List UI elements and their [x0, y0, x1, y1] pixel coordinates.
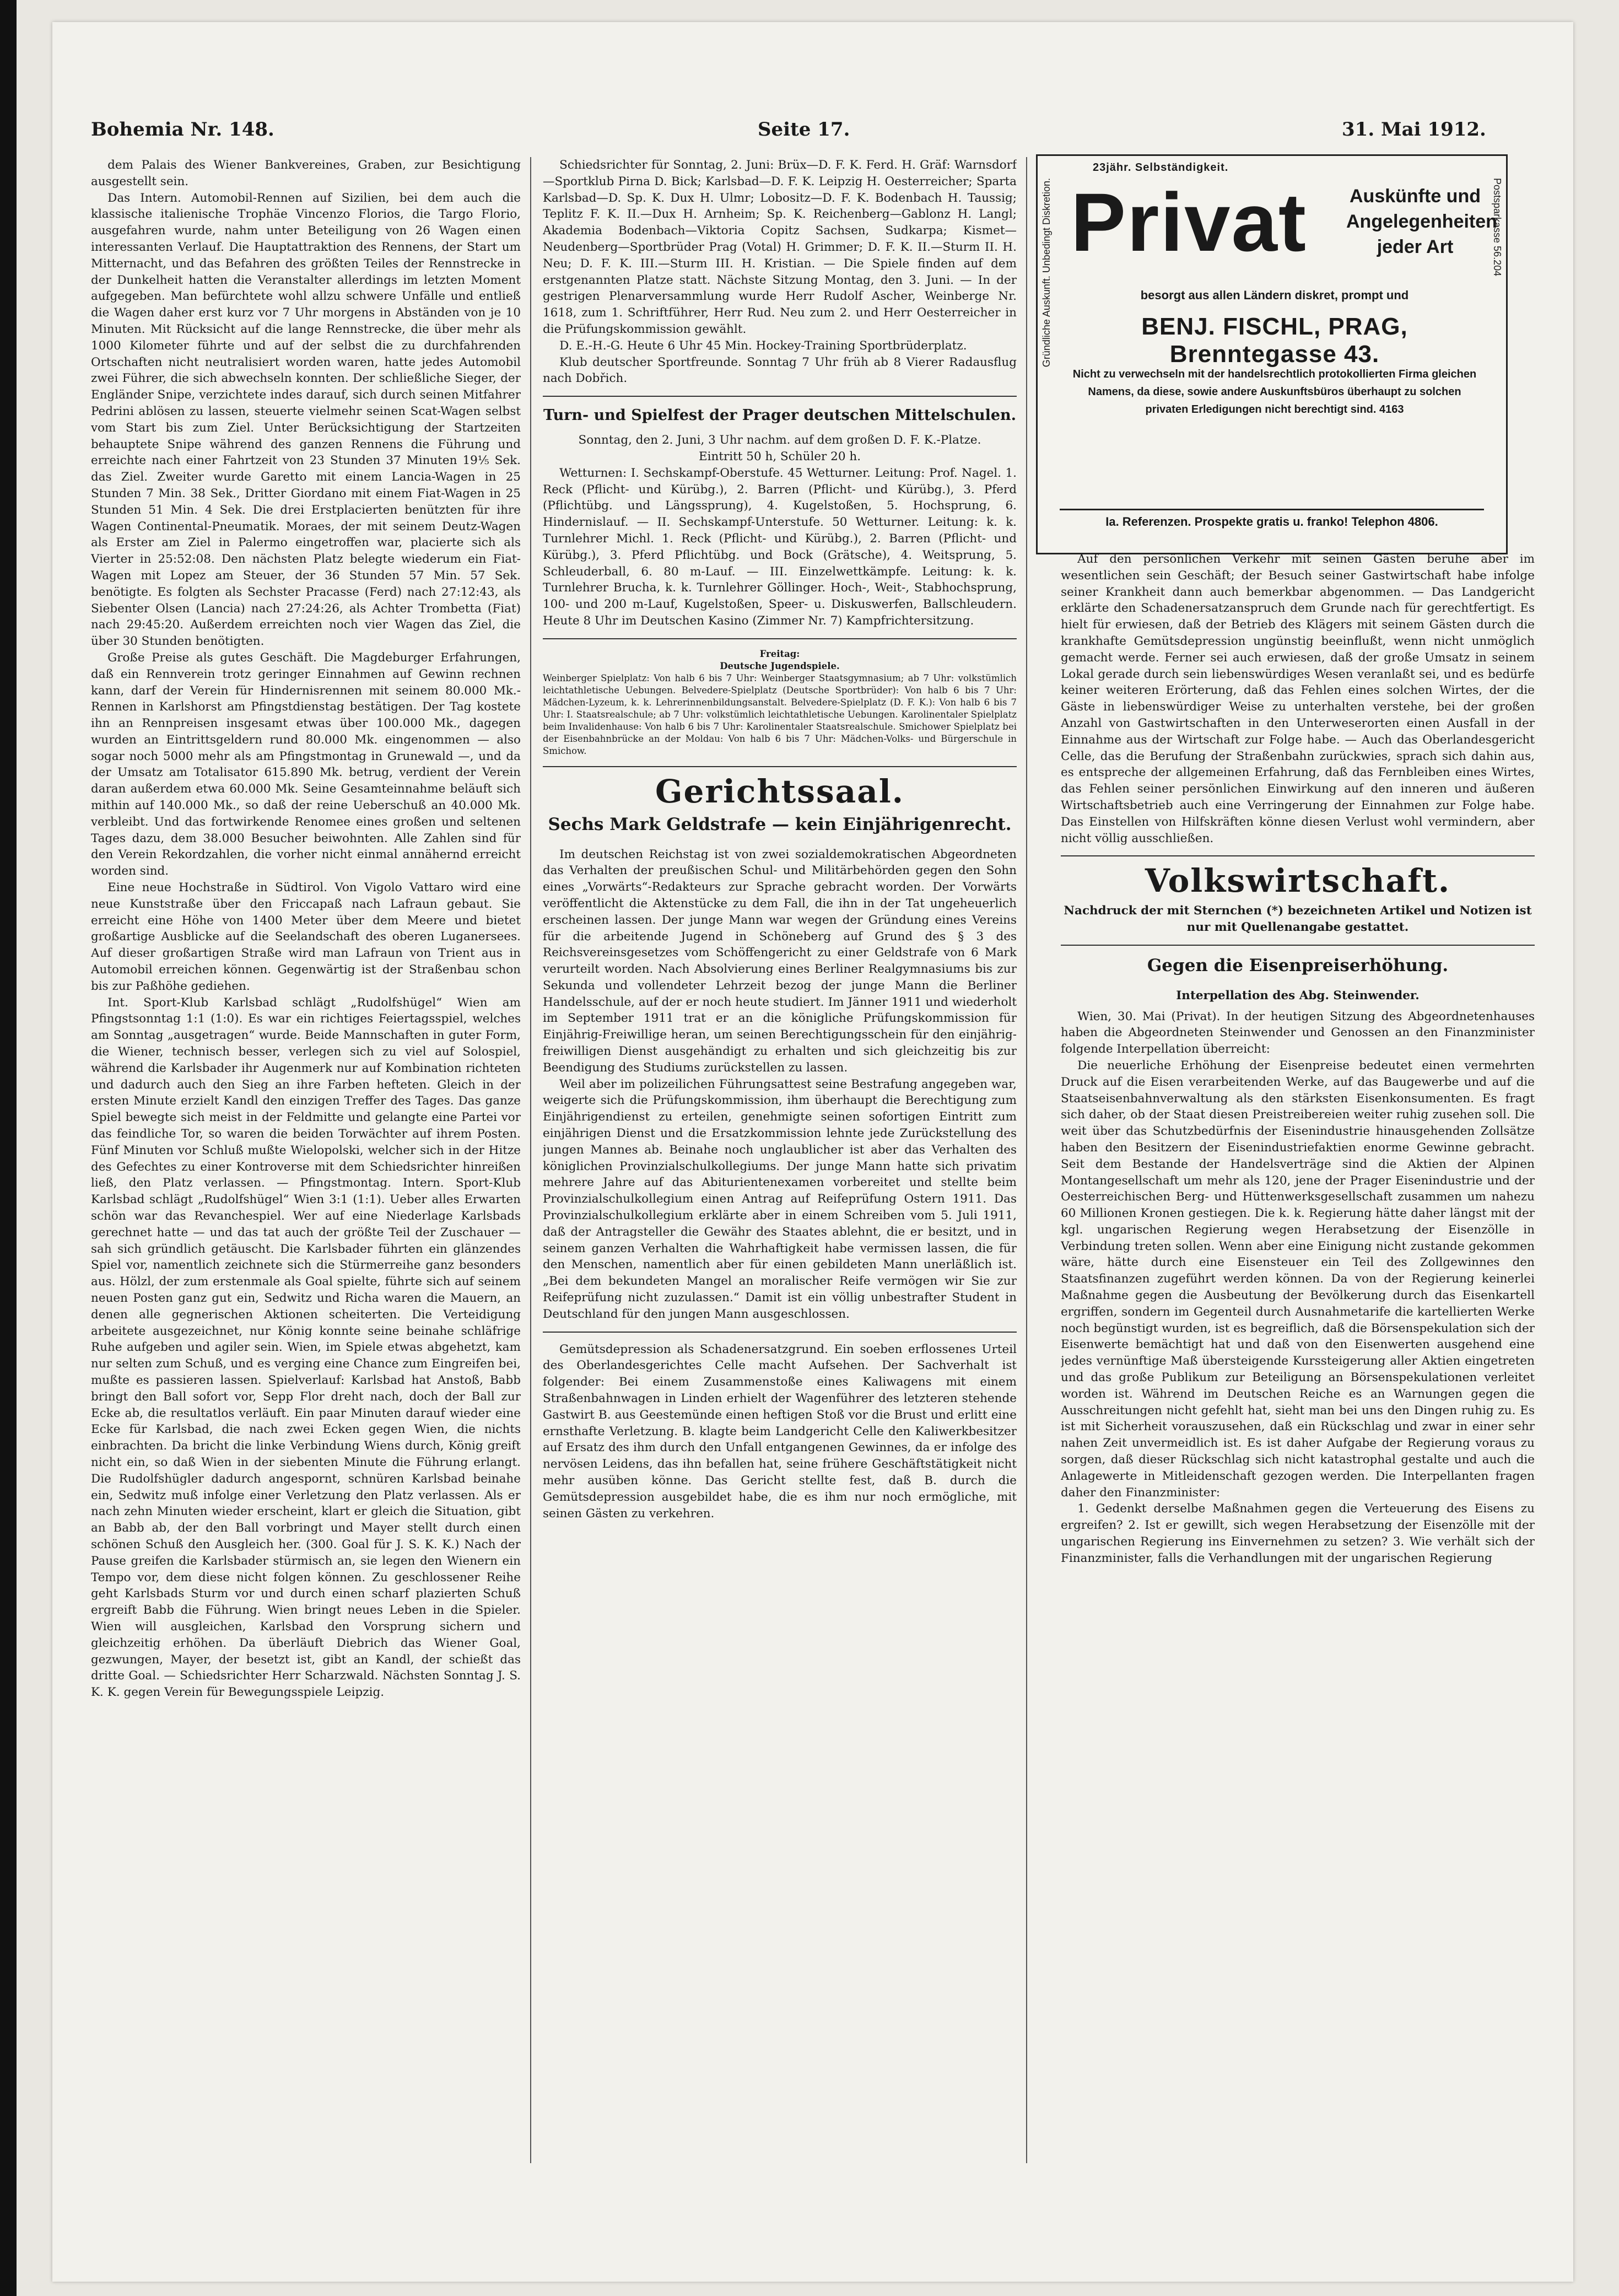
paragraph: Wetturnen: I. Sechskampf-Oberstufe. 45 Wetturner. Leitung: Prof. Nagel. 1. Reck (Pflicht- und Kürübg.), 2. Barren (Pflicht- und Kürübg.), 3. Pferd (Pflichtübg. und Längssprung), 4. Kugelstoßen, 5. Hochsprung, 6. Hindernislauf. — II. Sechskampf-Unterstufe. 50 Wetturner. Leitung: k. k. Turnlehrer Michl. 1. Reck (Pflicht- und Kürübg.), 2. Barren (Pflicht- und Kürübg.), 3. Pferd Pflichtübg. und Bock (Grätsche), 4. Weitsprung, 5. Schleuderball, 6. 80 m-Lauf. — III. Einzelwettkämpfe. Leitung: k. k. Turnlehrer Brucha, k. k. Turnlehrer Göllinger. Hoch-, Weit-, Stabhochsprung, 100- und 200 m-Lauf, Kugelstoßen, Speer- u. Diskuswerfen, Ballschleudern. Heute 8 Uhr im Deutschen Kasino (Zimmer Nr. 7) Kampfrichtersitzung. — [543, 466, 1017, 628]
column-left — [91, 157, 521, 2163]
paragraph: Das Intern. Automobil-Rennen auf Sizilien, bei dem auch die klassische italienische Trophäe Vincenzo Florios, die Targo Florio, ausgefahren wurde, nahm unter Beteiligung von 26 Wagen einen interessanten Verlauf. Die Hauptattraktion des Rennens, der Start um Mitternacht, und das Befahren des größten Teiles der Rennstrecke in der Dunkelheit hatten die Veranstalter allerdings im letzten Moment aufgegeben. Man befürchtete wohl allzu schwere Unfälle und entließ die Wagen daher erst kurz vor 7 Uhr morgens in Abständen von je 10 Minuten. Mit Rücksicht auf die lange Rennstrecke, die über mehr als 1000 Kilometer führte und auf der selbst die zu durchfahrenden Ortschaften nicht neutralisiert worden waren, hatte jedes Automobil zwei Führer, die sich abwechseln konnten. Der schließliche Sieger, der Engländer Snipe, verzichtete indes darauf, sich durch seinen Mitfahrer Pedrini ablösen zu lassen, steuerte vielmehr seinen Scat-Wagen selbst vom Start bis zum Ziel. Unter Berücksichtigung der Startzeiten behauptete Snipe während des ganzen Rennens die Führung und erreichte nach einer Fahrtzeit von 23 Stunden 37 Minuten 19⅕ Sek. das Ziel. Zweiter wurde Garetto mit einem Lancia-Wagen in 25 Stunden 7 Min. 38 Sek., Dritter Giordano mit einem Fiat-Wagen in 25 Stunden 51 Min. 4 Sek. Die drei Erstplacierten benützten für ihre Wagen Continental-Pneumatik. Moraes, der mit seinem Deutz-Wagen als Erster am Ziel in Palermo eingetroffen war, placierte sich als Vierter in 25:52:08. Den nächsten Platz belegte wiederum ein Fiat-Wagen mit Lopez am Steuer, der 36 Stunden 57 Min. 57 Sek. benötigte. Es folgten als Sechster Pracasse (Ferd) nach 27:12:43, als Siebenter Olsen (Lancia) nach 27:24:26, als Achter Trombetta (Fiat) nach 29:45:20. Außerdem erreichten noch vier Wagen das Ziel, die über 30 Stunden benötigten. — [91, 191, 521, 649]
column-right — [1061, 551, 1535, 2166]
paragraph: 1. Gedenkt derselbe Maßnahmen gegen die Verteuerung des Eisens zu ergreifen? 2. Ist er gewillt, sich wegen Herabsetzung der Eisenzölle mit der ungarischen Regierung ins Einvernehmen zu setzen? 3. Wie verhält sich der Finanzminister, falls die Verhandlungen mit der ungarischen Regierung — [1061, 1502, 1535, 1565]
divider — [543, 638, 1017, 639]
paragraph: Gemütsdepression als Schadenersatzgrund. Ein soeben erflossenes Urteil des Oberlandesgerichtes Celle macht Aufsehen. Der Sachverhalt ist folgender: Bei einem Zusammenstoße eines Kaliwagens mit einem Straßenbahnwagen in Linden erhielt der Wagenführer des letzteren stehende Gastwirt B. aus Geestemünde einen heftigen Stoß vor die Brust und erlitt eine ernsthafte Verletzung. B. klagte beim Landgericht Celle den Kaliwerkbesitzer auf Ersatz des ihm durch den Unfall entgangenen Gewinnes, da er infolge des nervösen Leidens, das ihn befallen hat, seine frühere Geschäftstätigkeit nicht mehr ausüben könne. Das Gericht stellte fest, daß B. durch die Gemütsdepression ausgebildet habe, die es ihm nur noch ermögliche, mit seinen Gästen zu verkehren. — [543, 1342, 1017, 1521]
ad-headline: Privat — [1071, 176, 1307, 268]
paragraph: Weinberger Spielplatz: Von halb 6 bis 7 Uhr: Weinberger Staatsgymnasium; ab 7 Uhr: volkstümlich leichtathletische Uebungen. Belvedere-Spielplatz (Deutsche Sportbrüder): Von halb 6 bis 7 Uhr: Mädchen-Lyzeum, k. k. Lehrerinnenbildungsanstalt. Belvedere-Spielplatz (D. F. K.): Von halb 6 bis 7 Uhr: I. Staatsrealschule; ab 7 Uhr: volkstümlich leichtathletische Uebungen. Karolinentaler Spielplatz beim Invalidenhause: Von halb 6 bis 7 Uhr: Karolinentaler Staatsrealschule. Smichower Spielplatz bei der Eisenbahnbrücke an der Moldau: Von halb 6 bis 7 Uhr: Mädchen-Volks- und Bürgerschule in Smichow. — [543, 672, 1017, 756]
ad-services: Auskünfte und Angelegenheiten jeder Art — [1346, 186, 1497, 257]
article-title: Sechs Mark Geldstrafe — kein Einjährigenrecht. — [548, 814, 1012, 834]
paragraph: dem Palais des Wiener Bankvereines, Graben, zur Besichtigung ausgestellt sein. — [91, 158, 521, 188]
section-title: Volkswirtschaft. — [1145, 862, 1451, 900]
paragraph: Große Preise als gutes Geschäft. Die Magdeburger Erfahrungen, daß ein Rennverein trotz geringer Einnahmen auf Gewinn rechnen kann, darf der Verein für Hindernisrennen mit seinem 80.000 Mk.-Rennen in Karlshorst am Pfingstdienstag bestätigen. Der Tag kostete ihn an Rennpreisen insgesamt etwas über 100.000 Mk., dagegen wurden an Eintrittsgeldern rund 80.000 Mk. eingenommen — also sogar noch 5000 mehr als am Pfingstmontag in Grunewald —, und da der Umsatz am Totalisator 615.890 Mk. betrug, verdient der Verein daran außerdem etwa 60.000 Mk. Seine Gesamteinnahme beläuft sich mithin auf 140.000 Mk., so daß der reine Ueberschuß an 40.000 Mk. verbleibt. Und das fortwirkende Renomee eines großen und seltenen Tages dazu, dem 38.000 Besucher beiwohnten. Alle Zahlen sind für den Verein Rekordzahlen, die vorher nicht einmal annähernd erreicht worden sind. — [91, 650, 521, 878]
ad-tagline: 23jähr. Selbständigkeit. — [1093, 161, 1229, 174]
event-entry: Eintritt 50 h, Schüler 20 h. — [698, 449, 861, 463]
advertisement — [1036, 154, 1508, 554]
column-rule — [530, 157, 531, 2163]
column-middle — [543, 157, 1017, 2163]
article-title: Gegen die Eisenpreiserhöhung. — [1147, 955, 1449, 975]
header-issue: Bohemia Nr. 148. — [91, 118, 274, 141]
event-date: Sonntag, den 2. Juni, 3 Uhr nachm. auf dem großen D. F. K.-Platze. — [578, 433, 981, 448]
ad-footer: Ia. Referenzen. Prospekte gratis u. franko! Telephon 4806. — [1060, 509, 1484, 529]
paragraph: D. E.-H.-G. Heute 6 Uhr 45 Min. Hockey-Training Sportbrüderplatz. — [559, 338, 967, 353]
header-page-number: Seite 17. — [758, 118, 850, 141]
ad-line: besorgt aus allen Ländern diskret, prompt und — [1140, 288, 1409, 302]
section-title: Gerichtssaal. — [655, 772, 904, 810]
column-rule — [1026, 157, 1027, 2163]
paragraph: Die neuerliche Erhöhung der Eisenpreise bedeutet einen vermehrten Druck auf die Eisen verarbeitenden Werke, auf das Baugewerbe und auf die Staatseisenbahnverwaltung als den stärksten Eisenkonsumenten. Es fragt sich daher, ob der Staat diesen Preistreibereien weiter ruhig zusehen soll. Die weit über das Schutzbedürfnis der Eisenindustrie hinausgehenden Zollsätze haben den Besitzern der Eisenindustriefaktien enorme Gewinne gebracht. Seit dem Bestande der Handelsverträge sind die Aktien der Alpinen Montangesellschaft um mehr als 120, jene der Prager Eisenindustrie und der Oesterreichischen Berg- und Hüttenwerksgesellschaft zusammen um nahezu 60 Millionen Kronen gestiegen. Die k. k. Regierung hätte daher längst mit der kgl. ungarischen Regierung wegen Herabsetzung der Eisenzölle in Verbindung treten sollen. Wenn aber eine Einigung nicht zustande gekommen wäre, hätte durch eine Eisensteuer ein Teil des Zollgewinnes den Staatsfinanzen zugeführt werden können. Da von der Regierung keinerlei Maßnahme gegen die Ausbeutung der Bevölkerung durch das Eisenkartell ergriffen, sondern im Gegenteil durch Ausnahmetarife die kartellierten Werke noch begünstigt wurden, ist es begreiflich, daß die Börsenspekulation sich der Eisenwerte bemächtigt hat und daß von den Eisenwerten ausgehend eine jedes vernünftige Maß übersteigende Kurssteigerung aller Aktien eingetreten und das große Publikum zur Beteiligung an Börsenspekulationen verleitet worden ist. Während im Deutschen Reiche es an Warnungen gegen die Ausschreitungen nicht gefehlt hat, sieht man bei uns den Dingen ruhig zu. Es ist mit Sicherheit vorauszusehen, daß ein Rückschlag und zwar in einer sehr nahen Zeit unvermeidlich ist. Es ist daher Aufgabe der Regierung voraus zu sorgen, daß dieser Rückschlag sich nicht katastrophal gestalte und auch die Anlagewerte in Mitleidenschaft gezogen werden. Die Interpellanten fragen daher den Finanzminister: — [1061, 1058, 1535, 1500]
ad-side-left: Gründliche Auskunft. Unbedingt Diskretion. — [1041, 178, 1052, 368]
section-heading: Turn- und Spielfest der Prager deutschen Mittelschulen. — [543, 407, 1017, 424]
paragraph: Im deutschen Reichstag ist von zwei sozialdemokratischen Abgeordneten das Verhalten der preußischen Schul- und Militärbehörden gegen den Sohn eines „Vorwärts“-Redakteurs zur Sprache gebracht worden. Der Vorwärts veröffentlicht die Aktenstücke zu dem Fall, die ihn in der Tat ungeheuerlich erscheinen lassen. Der junge Mann war wegen der Gründung eines Vereins für die arbeitende Jugend in Schöneberg auf Grund des § 3 des Reichsvereinsgesetzes vom Schöffengericht zu einer Geldstrafe von 6 Mark verurteilt worden. Nach Absolvierung eines Berliner Realgymnasiums bis zur Sekunda und vollendeter Lehrzeit bezog der junge Mann die Berliner Handelsschule, auf der er noch heute studiert. Im Jänner 1911 und wiederholt im September 1911 trat er an die königliche Prüfungskommission für Einjährig-Freiwillige heran, um seinen Berechtigungsschein für den einjährig-freiwilligen Dienst ausgehändigt zu erhalten und sich gleichzeitig bis zur Beendigung des Studiums zurückstellen zu lassen. — [543, 847, 1017, 1075]
divider — [1061, 945, 1535, 946]
reprint-note: Nachdruck der mit Sternchen (*) bezeichneten Artikel und Notizen ist nur mit Quellenangabe gestattet. — [1064, 904, 1532, 934]
divider — [543, 1332, 1017, 1333]
paragraph: Eine neue Hochstraße in Südtirol. Von Vigolo Vattaro wird eine neue Kunststraße über den Friccapaß nach Lafraun gebaut. Sie erreicht eine Höhe von 1400 Meter über dem Meere und bietet großartige Ausblicke auf die Seelandschaft des oberen Luganersees. Auf dieser großartigen Straße wird man Lafraun von Trient aus in Automobil erreichen können. Gegenwärtig ist der Straßenbau schon bis zur Paßhöhe gediehen. — [91, 881, 521, 993]
scan-edge — [0, 0, 17, 2296]
ad-firm: BENJ. FISCHL, PRAG, Brenntegasse 43. — [1141, 313, 1408, 368]
paragraph: Wien, 30. Mai (Privat). In der heutigen Sitzung des Abgeordnetenhauses haben die Abgeordneten Steinwender und Genossen an den Finanzminister folgende Interpellation überreicht: — [1061, 1009, 1535, 1057]
ad-side-right: Postsparkasse 56.204 — [1492, 178, 1503, 277]
paragraph: Weil aber im polizeilichen Führungsattest seine Bestrafung angegeben war, weigerte sich die Prüfungskommission, ihm überhaupt die Berechtigung zum Einjährigendienst zu erteilen, genehmigte seinen sofortigen Eintritt zum einjährigen Dienst und die Ersatzkommission lehnte jede Zurückstellung des jungen Mannes ab. Beinahe noch unglaublicher ist aber das Verhalten des königlichen Provinzialschulkollegiums. Der junge Mann hatte sich privatim mehrere Jahre auf das Abiturientenexamen vorbereitet und stellte beim Provinzialschulkollegium einen Antrag auf Reifeprüfung Ostern 1911. Das Provinzialschulkollegium erklärte aber in einem Schreiben vom 5. Juli 1911, daß der Antragsteller die Gewähr des Staates ablehnt, die er besitzt, und in seinem ganzen Verhalten die Wahrhaftigkeit habe vermissen lassen, die für den Menschen, namentlich aber für einen gebildeten Mann unerläßlich ist. „Bei dem bekundeten Mangel an moralischer Reife vermögen wir Sie zur Reifeprüfung nicht zuzulassen.“ Damit ist ein völlig unbestrafter Student in Deutschland für den jungen Mann ausgeschlossen. — [543, 1077, 1017, 1321]
header-date: 31. Mai 1912. — [1342, 118, 1486, 141]
article-subtitle: Interpellation des Abg. Steinwender. — [1176, 988, 1420, 1003]
paragraph: Schiedsrichter für Sonntag, 2. Juni: Brüx—D. F. K. Ferd. H. Gräf: Warnsdorf—Sportklub Pirna D. Bick; Karlsbad—D. F. K. Leipzig H. Oesterreicher; Sparta Karlsbad—D. Sp. K. Dux H. Ulmr; Lobositz—D. F. K. Bodenbach H. Taussig; Teplitz F. K. II.—Dux H. Arnheim; Sp. K. Reichenberg—Gablonz H. Langl; Akademia Bodenbach—Viktoria Copitz Sachsen, Sudkarpa; Kismet—Neudenberg—Sportbrüder Prag (Votal) H. Grimmer; D. F. K. II.—Sturm II. H. Neu; D. F. K. III.—Sturm III. H. Kristian. — Die Spiele finden auf dem erstgenannten Platze statt. Nächste Sitzung Montag, den 3. Juni. — In der gestrigen Plenarversammlung wurde Herr Rudolf Ascher, Weinberge Nr. 1618, zum 1. Schriftführer, Herr Rud. Neu zum 2. und Herr Oesterreicher in die Prüfungskommission gewählt. — [543, 158, 1017, 336]
paragraph: Klub deutscher Sportfreunde. Sonntag 7 Uhr früh ab 8 Vierer Radausflug nach Dobřich. — [543, 355, 1017, 386]
divider — [543, 766, 1017, 767]
paragraph: Auf den persönlichen Verkehr mit seinen Gästen beruhe aber im wesentlichen sein Geschäft; der Besuch seiner Gastwirtschaft habe infolge seiner Krankheit dann auch bemerkbar abgenommen. — Das Landgericht erklärte den Schadenersatzanspruch dem Grunde nach für gerechtfertigt. Es hielt für erwiesen, daß der Betrieb des Klägers mit seinem Gästen durch die krankhafte Gemütsdepression ungünstig beeinflußt, wenn nicht unmöglich gemacht werde. Ferner sei auch erwiesen, daß der große Umsatz in seinem Lokal gerade durch sein liebenswürdiges Wesen veranlaßt sei, und es bedürfe keiner weiteren Erörterung, daß das Fehlen eines solchen Wirtes, der die Gäste in liebenswürdiger Weise zu unterhalten verstehe, bei der großen Anzahl von Gastwirtschaften in den Unterweserorten einen Ausfall in der Einnahme aus der Wirtschaft zur Folge habe. — Auch das Oberlandesgericht Celle, das die Berufung der Straßenbahn zurückwies, sprach sich dahin aus, es entspreche der allgemeinen Erfahrung, daß das Fernbleiben eines Wirtes, das Fehlen seiner persönlichen Einwirkung auf den inneren und äußeren Wirtschaftsbetrieb auch eine Verringerung der Einnahmen zur Folge habe. Das Einstellen von Hilfskräften könne diesen Verlust wohl vermindern, aber nicht völlig ausschließen. — [1061, 552, 1535, 845]
ad-notice: Nicht zu verwechseln mit der handelsrechtlich protokollierten Firma gleichen Namens, da diese, sowie andere Auskunftsbüros überhaupt zu solchen privaten Erledigungen nicht berechtigt sind. 4163 — [1072, 368, 1477, 416]
divider — [543, 396, 1017, 397]
paragraph: Int. Sport-Klub Karlsbad schlägt „Rudolfshügel“ Wien am Pfingstsonntag 1:1 (1:0). Es war ein richtiges Feiertagsspiel, welches am Sonntag „ausgetragen“ wurde. Beide Mannschaften in guter Form, die Wiener, technisch besser, verlegen sich zu viel auf Solospiel, während die Karlsbader ihr Augenmerk nur auf Kombination richteten und dadurch auch den Sieg an ihre Farben hefteten. Gleich in der ersten Minute erzielt Kandl den einzigen Treffer des Tages. Das ganze Spiel bewegte sich meist in der Feldmitte und gelangte eine Partei vor das feindliche Tor, so waren die beiden Torwächter auf ihrem Posten. Fünf Minuten vor Schluß mußte Wielopolski, welcher sich in der Hitze des Gefechtes zu einer Kontroverse mit dem Schiedsrichter hinreißen ließ, den Platz verlassen. — Pfingstmontag. Intern. Sport-Klub Karlsbad schlägt „Rudolfshügel“ Wien 3:1 (1:1). Ueber alles Erwarten schön war das Revanchespiel. Wer auf eine Niederlage Karlsbads gerechnet hatte — und das tat auch der größte Teil der Zuschauer — sah sich gründlich getäuscht. Die Karlsbader führten ein glänzendes Spiel vor, namentlich zeichnete sich die Stürmerreihe ganz besonders aus. Hölzl, der zum erstenmale als Goal spielte, führte sich auf seinem neuen Posten ganz gut ein, Sedwitz und Richa waren die Mauern, an denen alle gegnerischen Aktionen scheiterten. Die Verteidigung arbeitete ausgezeichnet, nur König konnte seine beinahe schläfrige Ruhe aufgeben und agiler sein. Wien, im Spiele etwas abgehetzt, kam nur selten zum Schuß, und es verging eine Chance zum Eingreifen bei, mußte es passieren lassen. Spielverlauf: Karlsbad hat Anstoß, Babb bringt den Ball sofort vor, Sepp Flor dreht nach, doch der Ball zur Ecke ab, die resultatlos verläuft. Ein paar Minuten darauf wieder eine Ecke für Karlsbad, die nach zwei Ecken gegen Wien, die nichts einbrachten. Da bricht die linke Verbindung Wiens durch, König greift nicht ein, so daß Wien in der siebenten Minute die Führung erlangt. Die Rudolfshügler dadurch angespornt, schnüren Karlsbad beinahe ein, Sedwitz muß infolge einer Verletzung den Platz verlassen. Als er nach zehn Minuten wieder erscheint, klart er gleich die Situation, gibt an Babb ab, der den Ball vorbringt und Mayer stellt durch einen schönen Schuß den Ausgleich her. (300. Goal für J. S. K. K.) Nach der Pause greifen die Karlsbader stürmisch an, sie legen den Wienern ein Tempo vor, dem diese nicht folgen können. Zu geschlossener Reihe geht Karlsbads Sturm vor und durch einen scharf plazierten Schuß ergreift Babb die Führung. Wien bringt neues Leben in die Spieler. Wien will ausgleichen, Karlsbad den Vorsprung sichern und gleichzeitig erhöhen. Da überläuft Diebrich das Wiener Goal, gezwungen, Mayer, der besetzt ist, gibt an Kandl, der schießt das dritte Goal. — Schiedsrichter Herr Scharzwald. Nächsten Sonntag J. S. K. K. gegen Verein für Bewegungsspiele Leipzig. — [91, 995, 521, 1700]
freitag-subtitle: Deutsche Jugendspiele. — [720, 660, 840, 671]
divider — [1061, 855, 1535, 856]
freitag-title: Freitag: — [759, 648, 800, 659]
